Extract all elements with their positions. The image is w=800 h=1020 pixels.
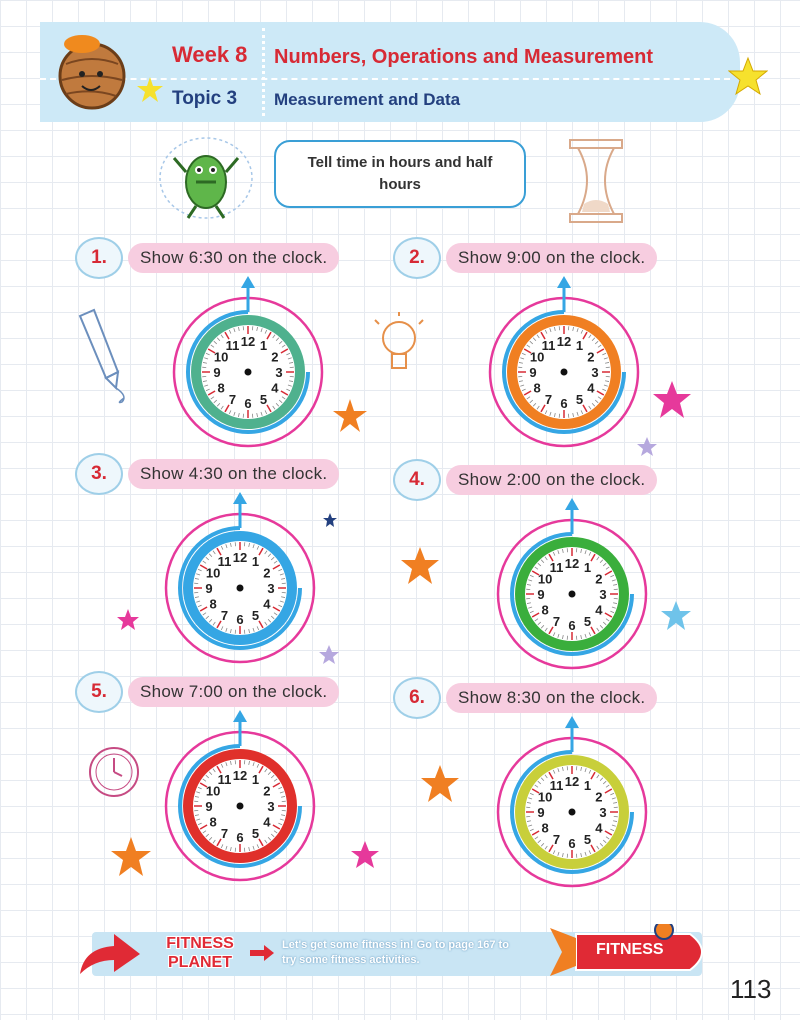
clock-number: 5 <box>575 391 584 407</box>
clock-number: 8 <box>217 380 225 396</box>
clock-number: 5 <box>251 607 260 623</box>
clock-number: 3 <box>599 805 607 820</box>
clock-number: 10 <box>537 789 553 805</box>
star-icon <box>332 398 368 434</box>
clock-number: 11 <box>549 778 564 794</box>
clock-number: 8 <box>209 814 217 830</box>
clock-face[interactable] <box>492 494 652 664</box>
clock-number: 1 <box>575 338 584 354</box>
clock-arrow-head <box>565 498 579 510</box>
clock-number: 4 <box>263 596 271 612</box>
clock-number: 4 <box>271 380 279 396</box>
clock-number: 7 <box>220 607 229 623</box>
clock-number: 1 <box>251 554 260 570</box>
question-number: 3. <box>75 453 123 495</box>
clock-number: 9 <box>205 581 213 596</box>
header-vertical-divider <box>262 28 265 116</box>
star-icon <box>400 546 440 586</box>
clock-center-dot <box>237 585 244 592</box>
speech-bubble <box>274 140 526 208</box>
arrow-icon <box>74 926 146 978</box>
rocket-label: FITNESS <box>596 941 664 958</box>
page-number: 113 <box>730 974 772 1004</box>
star-icon <box>350 840 380 870</box>
clock-number: 2 <box>595 571 603 587</box>
clock-number: 9 <box>213 365 221 380</box>
question-number: 6. <box>393 677 441 719</box>
clock-number: 10 <box>205 783 221 799</box>
clock-number: 7 <box>552 831 561 847</box>
question-label: Show 4:30 on the clock. <box>128 459 339 489</box>
question-number: 1. <box>75 237 123 279</box>
clock-number: 11 <box>225 338 240 354</box>
clock-arrow-head <box>241 276 255 288</box>
clock-number: 12 <box>556 334 572 349</box>
clock-number: 9 <box>537 587 545 602</box>
clock-number: 6 <box>560 396 568 411</box>
clock-number: 11 <box>217 772 232 788</box>
clock-number: 3 <box>275 365 283 380</box>
clock-number: 10 <box>529 349 545 365</box>
clock-number: 2 <box>271 349 279 365</box>
clock-number: 1 <box>583 778 592 794</box>
clock-number: 7 <box>220 825 229 841</box>
star-icon <box>728 56 768 96</box>
clock-number: 6 <box>236 612 244 627</box>
star-icon <box>636 436 658 458</box>
clock-number: 8 <box>541 820 549 836</box>
clock-number: 4 <box>263 814 271 830</box>
clock-number: 2 <box>595 789 603 805</box>
clock-number: 5 <box>583 613 592 629</box>
fitness-title-line-2: PLANET <box>168 954 232 971</box>
clock-arrow-head <box>233 710 247 722</box>
clock-number: 11 <box>549 560 564 576</box>
clock-number: 8 <box>541 602 549 618</box>
clock-number: 2 <box>263 783 271 799</box>
clock-number: 6 <box>244 396 252 411</box>
clock-number: 3 <box>591 365 599 380</box>
clock-number: 12 <box>564 774 580 789</box>
star-icon <box>110 836 152 878</box>
clock-number: 1 <box>251 772 260 788</box>
clock-number: 3 <box>267 581 275 596</box>
question-label: Show 8:30 on the clock. <box>446 683 657 713</box>
page-title: Numbers, Operations and Measurement <box>274 46 653 68</box>
star-icon <box>318 644 340 666</box>
question-label: Show 6:30 on the clock. <box>128 243 339 273</box>
fitness-title-line-1: FITNESS <box>166 935 234 952</box>
clock-arrow-head <box>557 276 571 288</box>
clock-number: 12 <box>240 334 256 349</box>
clock-number: 2 <box>263 565 271 581</box>
star-icon <box>660 600 692 632</box>
clock-number: 9 <box>537 805 545 820</box>
clock-arrow-head <box>565 716 579 728</box>
clock-number: 6 <box>568 836 576 851</box>
clock-arrow-head <box>233 492 247 504</box>
clock-number: 7 <box>552 613 561 629</box>
question-number: 5. <box>75 671 123 713</box>
clock-number: 1 <box>259 338 268 354</box>
clock-face[interactable] <box>160 706 320 876</box>
clock-center-dot <box>237 803 244 810</box>
hourglass-icon <box>566 138 626 224</box>
clock-number: 10 <box>205 565 221 581</box>
week-label: Week 8 <box>172 42 248 67</box>
star-icon <box>116 608 140 632</box>
wall-clock-icon <box>86 744 142 800</box>
clock-number: 12 <box>564 556 580 571</box>
clock-center-dot <box>561 369 568 376</box>
clock-number: 8 <box>209 596 217 612</box>
clock-number: 10 <box>537 571 553 587</box>
clock-number: 4 <box>587 380 595 396</box>
clock-face[interactable] <box>160 488 320 658</box>
clock-number: 12 <box>232 550 248 565</box>
lightbulb-icon <box>374 312 424 388</box>
clock-number: 6 <box>568 618 576 633</box>
clock-number: 6 <box>236 830 244 845</box>
pencil-icon <box>72 306 142 406</box>
question-number: 4. <box>393 459 441 501</box>
topic-label: Topic 3 <box>172 88 238 109</box>
clock-number: 4 <box>595 602 603 618</box>
star-icon <box>652 380 692 420</box>
clock-number: 2 <box>587 349 595 365</box>
clock-number: 7 <box>228 391 237 407</box>
small-arrow-icon <box>250 945 274 961</box>
clock-number: 1 <box>583 560 592 576</box>
clock-number: 8 <box>533 380 541 396</box>
clock-number: 4 <box>595 820 603 836</box>
clock-number: 11 <box>217 554 232 570</box>
clock-number: 3 <box>267 799 275 814</box>
star-icon <box>136 76 164 104</box>
clock-face[interactable] <box>492 712 652 882</box>
star-icon <box>322 512 338 528</box>
question-number: 2. <box>393 237 441 279</box>
clock-face[interactable] <box>168 272 328 442</box>
clock-center-dot <box>245 369 252 376</box>
mascot-ball-icon <box>44 24 140 120</box>
fitness-planet-title[interactable] <box>150 934 250 972</box>
clock-number: 9 <box>529 365 537 380</box>
clock-number: 12 <box>232 768 248 783</box>
question-label: Show 2:00 on the clock. <box>446 465 657 495</box>
clock-number: 5 <box>251 825 260 841</box>
star-icon <box>420 764 460 804</box>
clock-number: 10 <box>213 349 229 365</box>
clock-number: 11 <box>541 338 556 354</box>
question-label: Show 9:00 on the clock. <box>446 243 657 273</box>
clock-number: 3 <box>599 587 607 602</box>
clock-face[interactable] <box>484 272 644 442</box>
monster-icon <box>156 132 256 222</box>
clock-number: 5 <box>259 391 268 407</box>
clock-number: 9 <box>205 799 213 814</box>
fitness-instruction: Let's get some fitness in! Go to page 167 to try some fitness activities. <box>282 939 509 966</box>
clock-center-dot <box>569 591 576 598</box>
clock-number: 7 <box>544 391 553 407</box>
question-label: Show 7:00 on the clock. <box>128 677 339 707</box>
speech-bubble-text: Tell time in hours and half hours <box>307 154 493 193</box>
page-subtitle: Measurement and Data <box>274 90 461 109</box>
clock-center-dot <box>569 809 576 816</box>
clock-number: 5 <box>583 831 592 847</box>
